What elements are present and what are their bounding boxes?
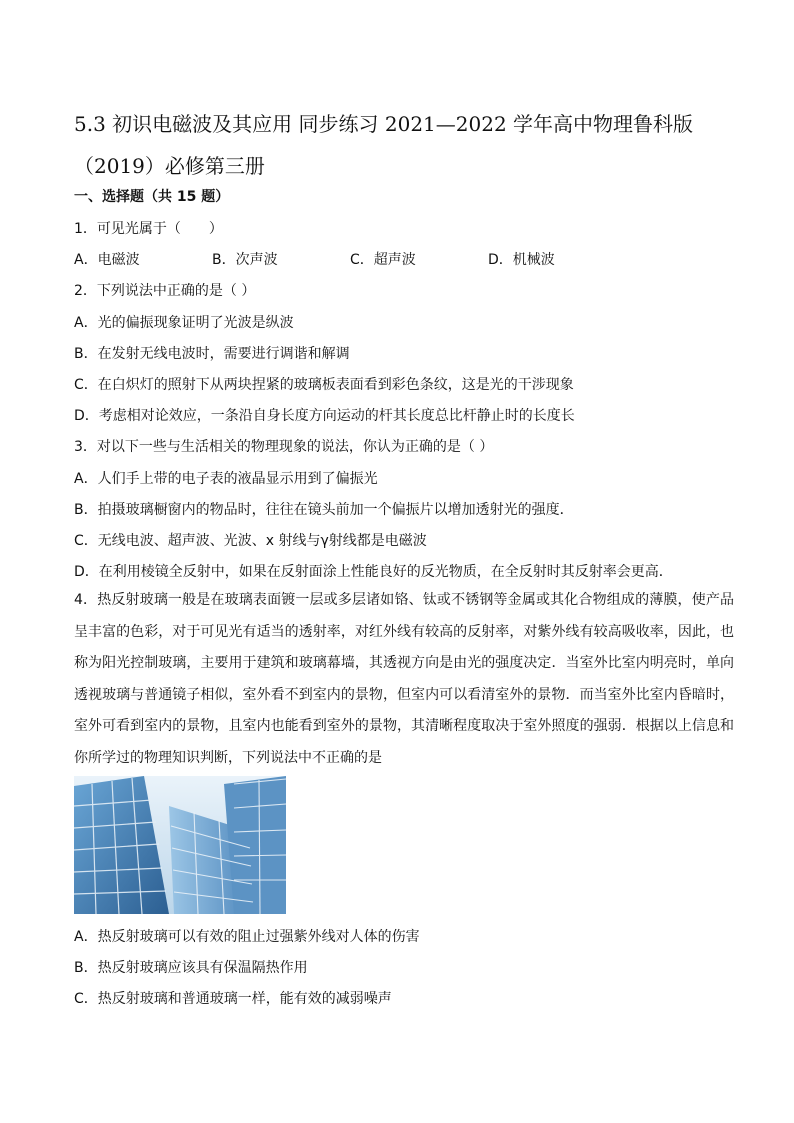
q2-option-c: C．在白炽灯的照射下从两块捏紧的玻璃板表面看到彩色条纹，这是光的干涉现象 — [74, 377, 574, 393]
page-title: 5.3 初识电磁波及其应用 同步练习 2021—2022 学年高中物理鲁科版（2019）必修第三册 — [74, 112, 694, 178]
q3-option-b: B．拍摄玻璃橱窗内的物品时，往往在镜头前加一个偏振片以增加透射光的强度． — [74, 502, 574, 518]
q4-option-b: B．热反射玻璃应该具有保温隔热作用 — [74, 960, 308, 976]
q4-option-c: C．热反射玻璃和普通玻璃一样，能有效的减弱噪声 — [74, 991, 392, 1007]
q4-option-a: A．热反射玻璃可以有效的阻止过强紫外线对人体的伤害 — [74, 929, 420, 945]
q1-option-b: B．次声波 — [212, 252, 278, 268]
q3-option-a: A．人们手上带的电子表的液晶显示用到了偏振光 — [74, 471, 378, 487]
q2-option-d: D．考虑相对论效应，一条沿自身长度方向运动的杆其长度总比杆静止时的长度长 — [74, 408, 575, 424]
question-1-stem: 1．可见光属于（ ） — [74, 221, 223, 237]
question-3-stem: 3．对以下一些与生活相关的物理现象的说法，你认为正确的是（ ） — [74, 439, 494, 455]
q2-option-a: A．光的偏振现象证明了光波是纵波 — [74, 315, 294, 331]
section-heading: 一、选择题（共 15 题） — [74, 189, 230, 205]
building-illustration — [74, 776, 286, 914]
question-4-stem: 4．热反射玻璃一般是在玻璃表面镀一层或多层诸如铬、钛或不锈钢等金属或其化合物组成的薄膜，使产品呈丰富的色彩，对于可见光有适当的透射率，对红外线有较高的反射率，对紫外线有较高吸收率，因此，也称为阳光控制玻璃，主要用于建筑和玻璃幕墙，其透视方向是由光的强度决定．当室外比室内明亮时，单向透视玻璃与普通镜子相似，室外看不到室内的景物，但室内可以看清室外的景物．而当室外比室内昏暗时，室外可看到室内的景物，且室内也能看到室外的景物，其清晰程度取决于室外照度的强弱．根据以上信息和你所学过的物理知识判断，下列说法中不正确的是 — [74, 592, 734, 766]
q2-option-b: B．在发射无线电波时，需要进行调谐和解调 — [74, 346, 350, 362]
q1-option-c: C．超声波 — [350, 252, 416, 268]
q3-option-d: D．在利用棱镜全反射中，如果在反射面涂上性能良好的反光物质，在全反射时其反射率会更高． — [74, 564, 673, 580]
glass-building-photo — [74, 776, 286, 914]
q1-option-d: D．机械波 — [488, 252, 555, 268]
q3-option-c: C．无线电波、超声波、光波、x 射线与γ射线都是电磁波 — [74, 533, 427, 549]
question-2-stem: 2．下列说法中正确的是（ ） — [74, 283, 256, 299]
q1-option-a: A．电磁波 — [74, 252, 140, 268]
